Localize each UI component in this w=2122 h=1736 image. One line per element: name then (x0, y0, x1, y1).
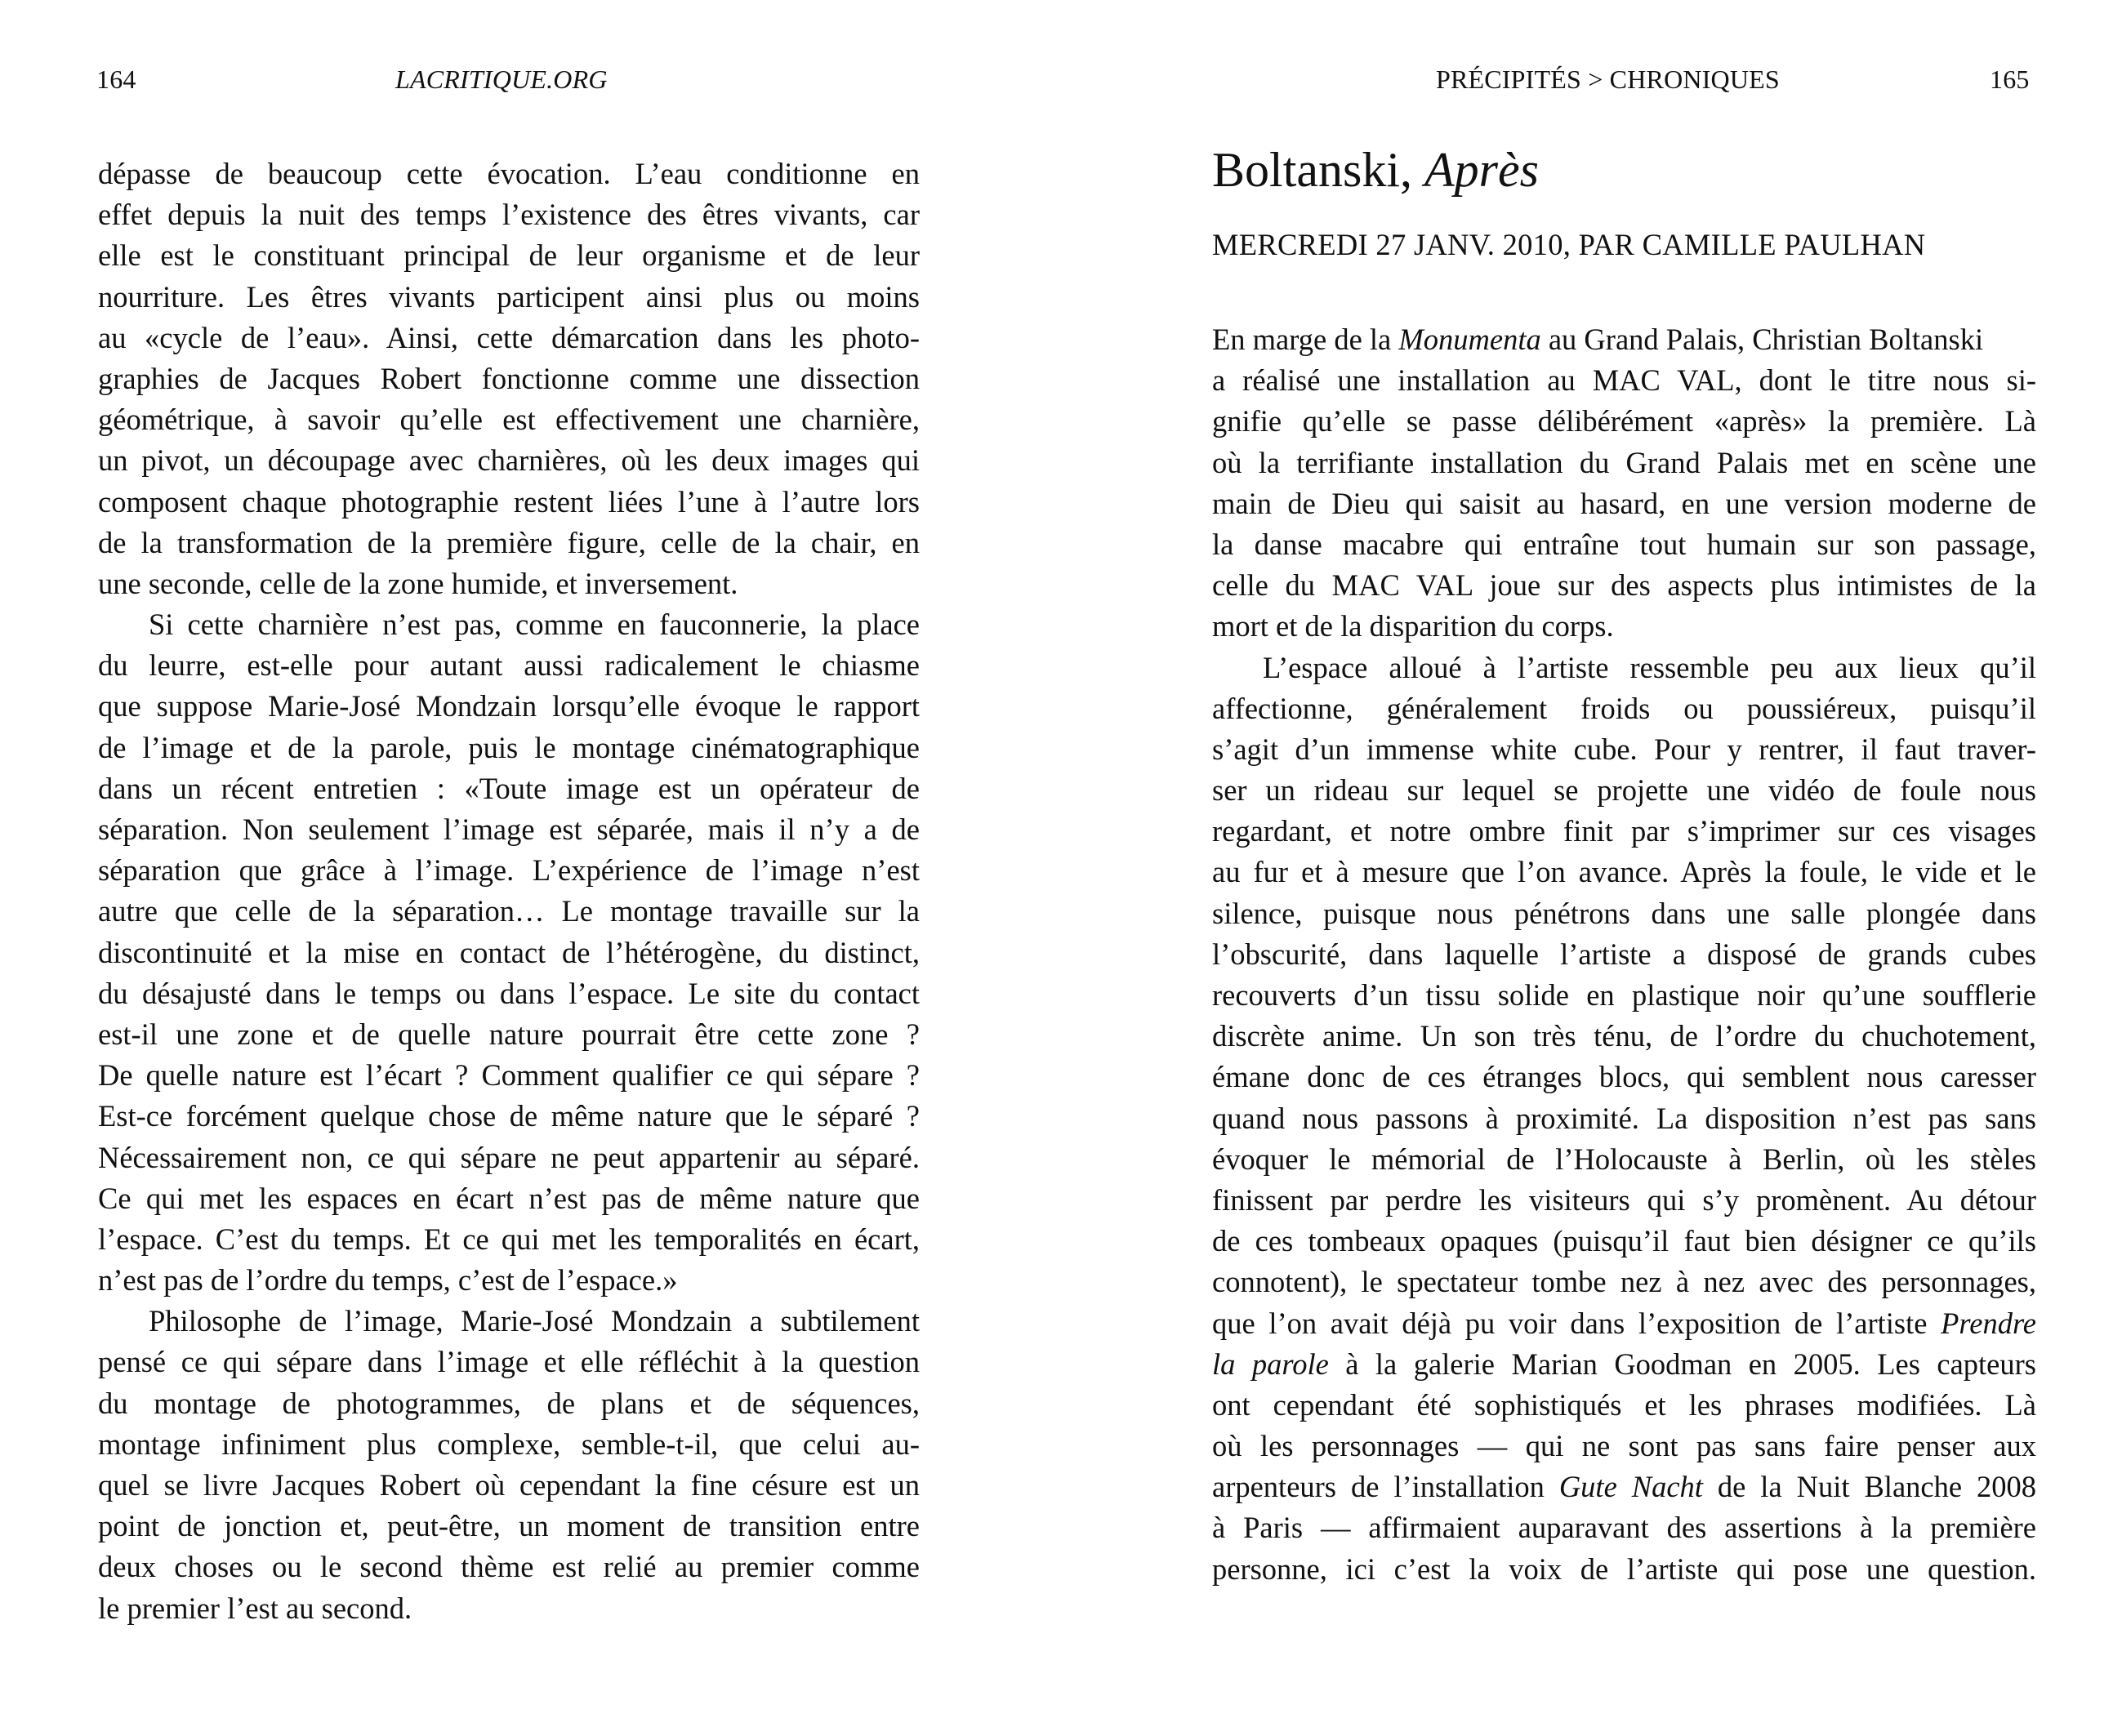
text-run: émane donc de ces étranges blocs, qui semblent nous caresser (1212, 1060, 2036, 1094)
text-line (1212, 934, 2036, 975)
text-run: au Grand Palais, Christian Boltanski (1540, 323, 1984, 356)
text-line: point de jonction et, peut-être, un moment de transition entre (98, 1509, 920, 1543)
text-line: au «cycle de l’eau». Ainsi, cette démarcation dans les photo- (98, 320, 920, 354)
text-run: affectionne, généralement froids ou poussiéreux, puisqu’il (1212, 691, 2036, 725)
text-line (1212, 1426, 2036, 1467)
text-run: où les personnages — qui ne sont pas sans faire penser aux (1212, 1429, 2036, 1463)
text-line: discontinuité et la mise en contact de l’hétérogène, du distinct, (98, 935, 920, 969)
article-title (1212, 139, 1539, 201)
text-line: Est-ce forcément quelque chose de même nature que le séparé ? (98, 1099, 920, 1133)
text-line (1212, 852, 2036, 892)
text-line: Si cette charnière n’est pas, comme en fauconnerie, la place (149, 608, 920, 642)
text-line (1212, 729, 2036, 770)
text-line: n’est pas de l’ordre du temps, c’est de l’espace.» (98, 1263, 678, 1298)
text-line: autre que celle de la séparation… Le montage travaille sur la (98, 894, 920, 928)
text-run: gnifie qu’elle se passe délibérément «après» la première. Là (1212, 404, 2036, 438)
text-run: ont cependant été sophistiqués et les phrases modifiées. Là (1212, 1387, 2036, 1422)
text-line: pensé ce qui sépare dans l’image et elle réfléchit à la question (98, 1345, 920, 1379)
text-line: graphies de Jacques Robert fonctionne comme une dissection (98, 361, 920, 395)
text-line (1212, 1098, 2036, 1139)
paragraph (98, 154, 920, 604)
text-line (1212, 893, 2036, 934)
text-line: du leurre, est-elle pour autant aussi radicalement le chiasme (98, 648, 920, 683)
text-line (1212, 1467, 2036, 1507)
page-number-left: 164 (96, 65, 136, 94)
text-run: quand nous passons à proximité. La disposition n’est pas sans (1212, 1101, 2036, 1135)
text-line (1212, 1016, 2036, 1057)
page-number-right: 165 (1990, 65, 2030, 94)
text-line: quel se livre Jacques Robert où cependant la fine césure est un (98, 1468, 920, 1502)
right-page-body (1212, 319, 2036, 1590)
text-line: Nécessairement non, ce qui sépare ne peut appartenir au séparé. (98, 1140, 920, 1174)
paragraph (1212, 319, 2036, 648)
text-line: de l’image et de la parole, puis le montage cinématographique (98, 730, 920, 764)
text-run: à la galerie Marian Goodman en 2005. Les capteurs (1328, 1347, 2036, 1381)
text-line (1212, 1507, 2036, 1548)
text-line: elle est le constituant principal de leur organisme et de leur (98, 238, 920, 273)
text-line (1212, 1180, 2036, 1221)
text-line (1212, 811, 2036, 852)
text-run: silence, puisque nous pénétrons dans une salle plongée dans (1212, 896, 2036, 930)
text-line (1212, 524, 2036, 565)
text-line: un pivot, un découpage avec charnières, où les deux images qui (98, 443, 920, 478)
text-run: discrète anime. Un son très ténu, de l’ordre du chuchotement, (1212, 1019, 2036, 1053)
text-line: deux choses ou le second thème est relié au premier comme (98, 1550, 920, 1584)
text-line: une seconde, celle de la zone humide, et inversement. (98, 566, 738, 600)
text-line (1212, 606, 2036, 647)
text-line (1212, 1303, 2036, 1344)
text-run: l’obscurité, dans laquelle l’artiste a disposé de grands cubes (1212, 937, 2036, 971)
article-byline: MERCREDI 27 JANV. 2010, PAR CAMILLE PAULHAN (1212, 228, 1926, 261)
text-run: évoquer le mémorial de l’Holocauste à Berlin, où les stèles (1212, 1142, 2036, 1176)
text-run: de la Nuit Blanche 2008 (1702, 1470, 2036, 1504)
text-run: personne, ici c’est la voix de l’artiste qui pose une question. (1212, 1551, 2036, 1586)
text-run: L’espace alloué à l’artiste ressemble peu aux lieux qu’il (1263, 650, 2036, 684)
text-line (1212, 1221, 2036, 1262)
text-line (1212, 319, 2036, 360)
text-run: arpenteurs de l’installation (1212, 1470, 1559, 1504)
text-run: où la terrifiante installation du Grand Palais met en scène une (1212, 445, 2036, 479)
text-run: regardant, et notre ombre finit par s’imprimer sur ces visages (1212, 814, 2036, 848)
text-run: celle du MAC VAL joue sur des aspects plus intimistes de la (1212, 568, 2036, 603)
article-title-roman: Boltanski, (1212, 143, 1425, 197)
paragraph (98, 604, 920, 1301)
text-run: En marge de la (1212, 323, 1399, 356)
text-run: que l’on avait déjà pu voir dans l’exposition de l’artiste (1212, 1306, 1941, 1340)
text-line (1212, 1385, 2036, 1426)
text-line (1212, 443, 2036, 483)
text-line: séparation que grâce à l’image. L’expérience de l’image n’est (98, 853, 920, 888)
text-line (1212, 1057, 2036, 1097)
text-run: s’agit d’un immense white cube. Pour y rentrer, il faut traver- (1212, 732, 2036, 766)
text-line (1212, 565, 2036, 606)
text-line: effet depuis la nuit des temps l’existence des êtres vivants, car (98, 198, 920, 232)
text-run: au fur et à mesure que l’on avance. Après la foule, le vide et le (1212, 855, 2036, 889)
text-line (1212, 483, 2036, 524)
text-line: composent chaque photographie restent liées l’une à l’autre lors (98, 484, 920, 519)
running-head-site: LACRITIQUE.ORG (395, 65, 608, 94)
text-line (1212, 360, 2036, 401)
text-line (1212, 648, 2036, 688)
paragraph (98, 1301, 920, 1629)
text-run: main de Dieu qui saisit au hasard, en une version moderne de (1212, 486, 2036, 520)
text-line: Philosophe de l’image, Marie-José Mondzain a subtilement (149, 1304, 920, 1338)
text-line: de la transformation de la première figure, celle de la chair, en (98, 525, 920, 559)
text-line (1212, 1139, 2036, 1180)
text-run: à Paris — affirmaient auparavant des assertions à la première (1212, 1511, 2036, 1545)
text-line: est-il une zone et de quelle nature pourrait être cette zone ? (98, 1017, 920, 1051)
text-line: montage infiniment plus complexe, semble-t-il, que celui au- (98, 1427, 920, 1461)
text-line (1212, 1549, 2036, 1590)
italic-title-text: Prendre (1941, 1306, 2036, 1340)
text-run: recouverts d’un tissu solide en plastique noir qu’une soufflerie (1212, 978, 2036, 1012)
text-line (1212, 770, 2036, 811)
paragraph (1212, 648, 2036, 1590)
running-head-section: PRÉCIPITÉS > CHRONIQUES (1436, 65, 1780, 94)
text-line: géométrique, à savoir qu’elle est effectivement une charnière, (98, 403, 920, 437)
text-run: la danse macabre qui entraîne tout humain sur son passage, (1212, 527, 2036, 561)
text-line: le premier l’est au second. (98, 1591, 412, 1625)
text-line: Ce qui met les espaces en écart n’est pas de même nature que (98, 1181, 920, 1215)
text-line: De quelle nature est l’écart ? Comment qualifier ce qui sépare ? (98, 1058, 920, 1093)
text-run: finissent par perdre les visiteurs qui s’y promènent. Au détour (1212, 1182, 2036, 1217)
italic-title-text: la parole (1212, 1347, 1329, 1381)
text-line: l’espace. C’est du temps. Et ce qui met les temporalités en écart, (98, 1222, 920, 1256)
text-run: a réalisé une installation au MAC VAL, dont le titre nous si- (1212, 363, 2036, 398)
text-line: du montage de photogrammes, de plans et de séquences, (98, 1386, 920, 1420)
text-line (1212, 401, 2036, 442)
text-line: que suppose Marie-José Mondzain lorsqu’elle évoque le rapport (98, 689, 920, 723)
italic-title-text: Monumenta (1398, 323, 1541, 356)
text-line: nourriture. Les êtres vivants participent ainsi plus ou moins (98, 279, 920, 314)
text-run: mort et de la disparition du corps. (1212, 609, 1614, 643)
text-line (1212, 975, 2036, 1016)
text-line: dépasse de beaucoup cette évocation. L’eau conditionne en (98, 157, 920, 190)
left-page-body (98, 154, 920, 1629)
text-run: connotent), le spectateur tombe nez à nez avec des personnages, (1212, 1265, 2036, 1299)
text-run: ser un rideau sur lequel se projette une vidéo de foule nous (1212, 773, 2036, 808)
article-title-italic: Après (1424, 143, 1539, 197)
text-line (1212, 688, 2036, 729)
text-line: du désajusté dans le temps ou dans l’espace. Le site du contact (98, 976, 920, 1010)
text-line (1212, 1262, 2036, 1302)
text-line (1212, 1344, 2036, 1385)
italic-title-text: Gute Nacht (1558, 1470, 1703, 1504)
text-line: dans un récent entretien : «Toute image est un opérateur de (98, 771, 920, 805)
text-run: de ces tombeaux opaques (puisqu’il faut bien désigner ce qu’ils (1212, 1224, 2036, 1258)
text-line: séparation. Non seulement l’image est séparée, mais il n’y a de (98, 812, 920, 846)
